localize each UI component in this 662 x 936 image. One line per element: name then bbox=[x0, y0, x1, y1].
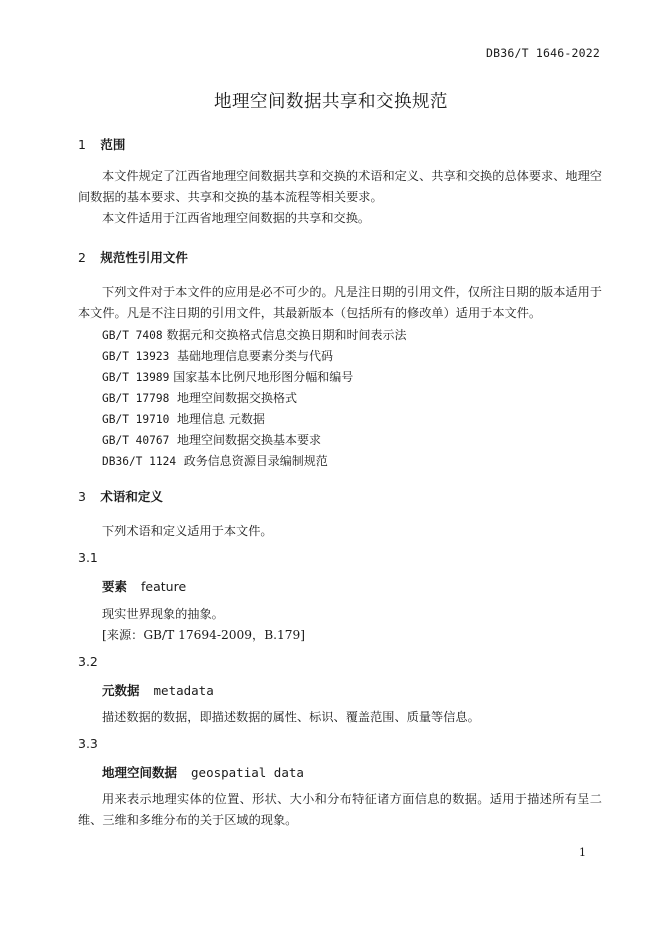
reference-code: GB/T 40767 bbox=[102, 434, 170, 447]
term-english: feature bbox=[141, 579, 187, 594]
term-number: 3.1 bbox=[78, 550, 98, 565]
page-number: 1 bbox=[579, 846, 586, 859]
term-english: geospatial data bbox=[191, 765, 304, 780]
reference-name: 国家基本比例尺地形图分幅和编号 bbox=[173, 370, 354, 384]
term-source: [来源：GB/T 17694-2009，B.179] bbox=[102, 628, 306, 642]
reference-item bbox=[102, 431, 321, 448]
section-title: 规范性引用文件 bbox=[100, 250, 188, 265]
reference-item bbox=[102, 452, 328, 469]
section-1-paragraph-2: 本文件适用于江西省地理空间数据的共享和交换。 bbox=[102, 211, 371, 225]
reference-code: DB36/T 1124 bbox=[102, 455, 177, 468]
reference-name: 地理信息 元数据 bbox=[177, 412, 265, 426]
section-title: 术语和定义 bbox=[100, 489, 163, 504]
reference-code: GB/T 19710 bbox=[102, 413, 170, 426]
section-number: 2 bbox=[78, 250, 86, 265]
reference-name: 数据元和交换格式信息交换日期和时间表示法 bbox=[166, 328, 407, 342]
document-number: DB36/T 1646-2022 bbox=[486, 46, 600, 60]
term-number: 3.2 bbox=[78, 654, 98, 669]
reference-code: GB/T 13989 bbox=[102, 371, 170, 384]
term-chinese: 要素 bbox=[102, 579, 128, 594]
section-title: 范围 bbox=[100, 137, 126, 152]
section-2-paragraph-1: 下列文件对于本文件的应用是必不可少的。凡是注日期的引用文件，仅所注日期的版本适用于本文件。凡是不注日期的引用文件，其最新版本（包括所有的修改单）适用于本文件。 bbox=[78, 285, 602, 320]
reference-name: 政务信息资源目录编制规范 bbox=[183, 454, 328, 468]
reference-item bbox=[102, 347, 333, 364]
term-definition: 用来表示地理实体的位置、形状、大小和分布特征诸方面信息的数据。适用于描述所有呈二维、三维和多维分布的关于区域的现象。 bbox=[78, 792, 602, 827]
reference-code: GB/T 7408 bbox=[102, 329, 163, 342]
reference-name: 地理空间数据交换格式 bbox=[177, 391, 298, 405]
term-definition: 现实世界现象的抽象。 bbox=[102, 607, 224, 621]
term-chinese: 元数据 bbox=[102, 683, 140, 698]
term-english: metadata bbox=[153, 683, 214, 698]
section-3-intro: 下列术语和定义适用于本文件。 bbox=[102, 524, 273, 538]
section-1-paragraph-1: 本文件规定了江西省地理空间数据共享和交换的术语和定义、共享和交换的总体要求、地理空间数据的基本要求、共享和交换的基本流程等相关要求。 bbox=[78, 169, 602, 204]
section-2-heading bbox=[78, 248, 188, 266]
term-definition: 描述数据的数据，即描述数据的属性、标识、覆盖范围、质量等信息。 bbox=[102, 710, 480, 724]
reference-item bbox=[102, 326, 406, 343]
section-number: 1 bbox=[78, 137, 86, 152]
reference-item bbox=[102, 389, 297, 406]
term-number: 3.3 bbox=[78, 736, 98, 751]
section-1-heading bbox=[78, 135, 125, 153]
reference-name: 地理空间数据交换基本要求 bbox=[177, 433, 322, 447]
term-chinese: 地理空间数据 bbox=[102, 765, 178, 780]
reference-item bbox=[102, 410, 265, 427]
reference-item bbox=[102, 368, 353, 385]
term-heading bbox=[102, 763, 304, 781]
reference-code: GB/T 13923 bbox=[102, 350, 170, 363]
reference-name: 基础地理信息要素分类与代码 bbox=[177, 349, 334, 363]
term-heading bbox=[102, 577, 186, 595]
reference-code: GB/T 17798 bbox=[102, 392, 170, 405]
section-number: 3 bbox=[78, 489, 86, 504]
term-heading bbox=[102, 681, 214, 699]
document-title: 地理空间数据共享和交换规范 bbox=[214, 92, 448, 112]
section-3-heading bbox=[78, 487, 163, 505]
